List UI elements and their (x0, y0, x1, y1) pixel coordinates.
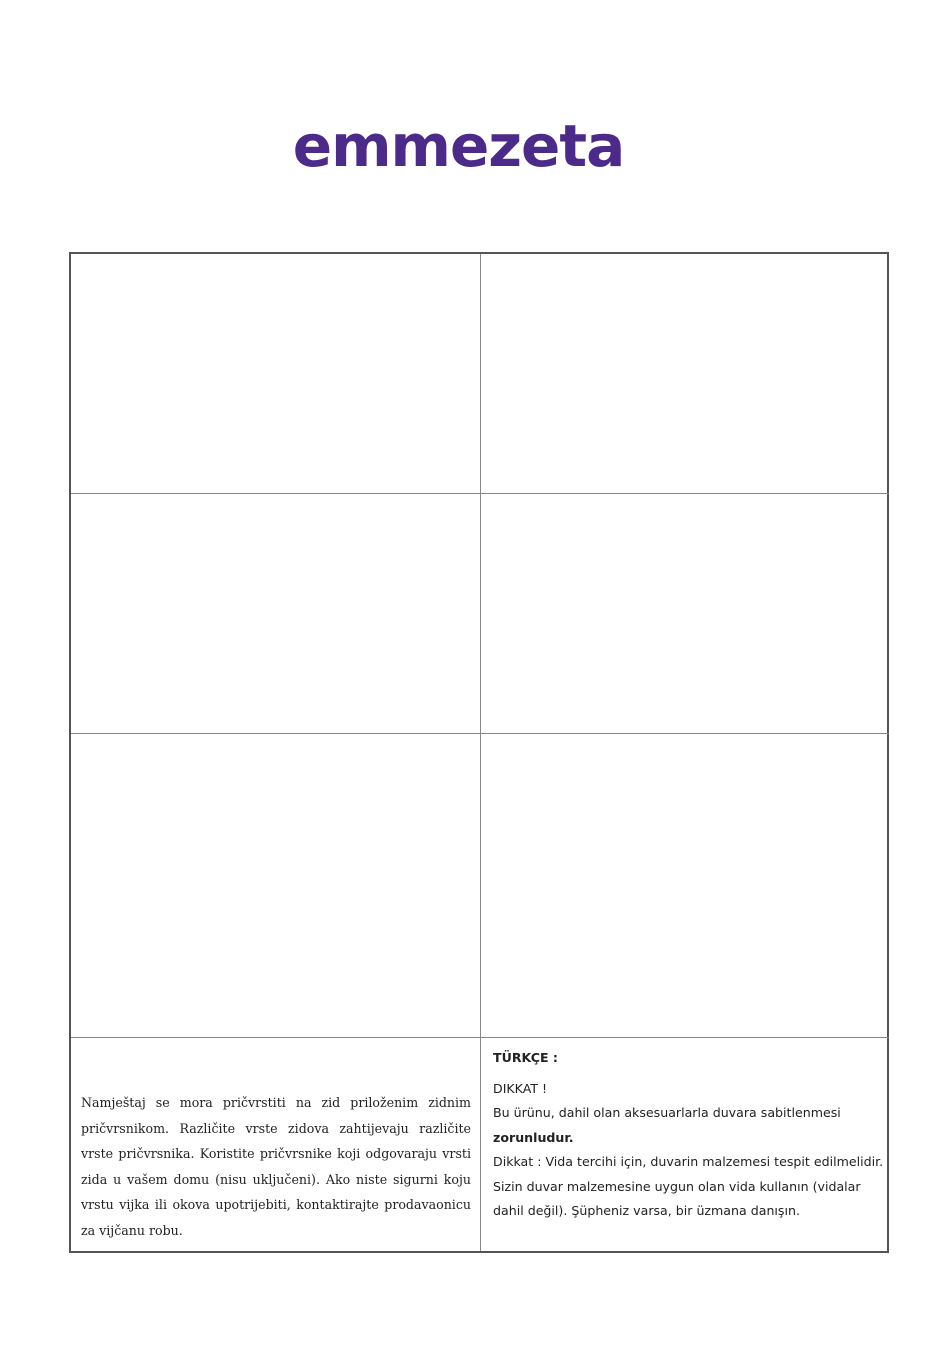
turkish-line-2: zorunludur. (493, 1129, 574, 1145)
turkish-heading: TÜRKÇE : (493, 1050, 558, 1065)
cell-row3-left (71, 734, 481, 1038)
turkish-line-1: Bu ürünu, dahil olan aksesuarlarla duvara sabitlenmesi (493, 1105, 841, 1120)
cell-row3-right (481, 734, 889, 1038)
cell-row2-left (71, 494, 481, 734)
turkish-instructions (493, 1046, 885, 1224)
cell-croatian (71, 1038, 481, 1251)
turkish-warning: DIKKAT ! (493, 1080, 548, 1096)
turkish-line-3: Dikkat : Vida tercihi için, duvarin malzemesi tespit edilmelidir. (493, 1154, 884, 1169)
turkish-line-5: dahil değil). Şüpheniz varsa, bir üzmana danışın. (493, 1203, 800, 1218)
croatian-instructions: Namještaj se mora pričvrstiti na zid priloženim zidnim pričvrsnikom. Različite vrste zidova zahtijevaju različite vrste pričvrsnika. Koristite pričvrsnike koji odgovaraju vrsti zida u vašem domu (nisu uključeni). Ako niste sigurni koju vrstu vijka ili okova upotrijebiti, kontaktirajte prodavaonicu za vijčanu robu. (81, 1095, 471, 1238)
emmezeta-logo: emmezeta (292, 112, 625, 180)
cell-row2-right (481, 494, 889, 734)
cell-row1-left (71, 254, 481, 494)
cell-turkish (481, 1038, 889, 1251)
cell-row1-right (481, 254, 889, 494)
turkish-line-4: Sizin duvar malzemesine uygun olan vida kullanın (vidalar (493, 1178, 861, 1194)
language-table (69, 252, 889, 1253)
